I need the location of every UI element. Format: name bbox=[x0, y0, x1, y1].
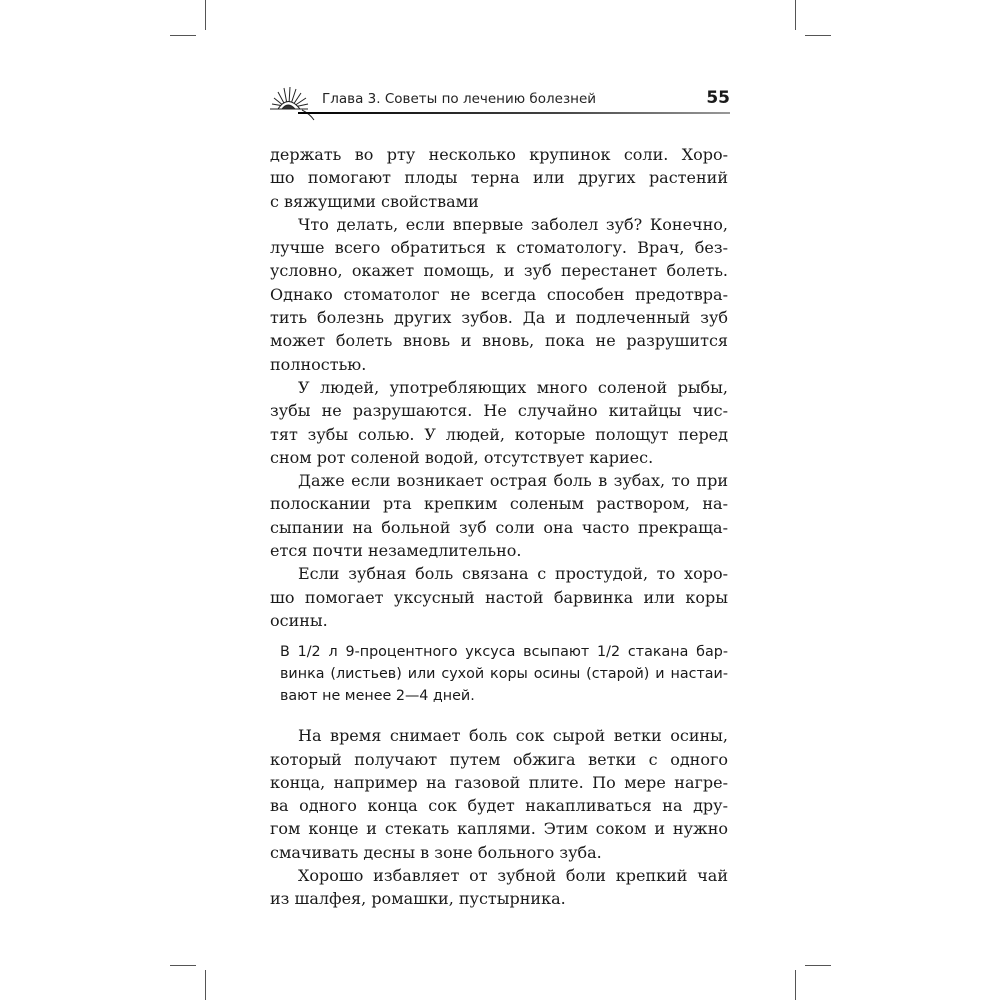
running-header bbox=[268, 82, 730, 122]
text-line: Если зубная боль связана с простудой, то хоро- bbox=[298, 564, 728, 584]
text-line: сыпании на больной зуб соли она часто прекраща- bbox=[270, 517, 728, 537]
text-line: полоскании рта крепким соленым раствором, на- bbox=[270, 494, 728, 514]
text-line: винка (листьев) или сухой коры осины (старой) и настаи- bbox=[280, 666, 728, 683]
text-line: гом конце и стекать каплями. Этим соком и нужно bbox=[270, 819, 728, 839]
text-line: Что делать, если впервые заболел зуб? Конечно, bbox=[298, 214, 728, 234]
text-line: с вяжущими свойствами bbox=[270, 191, 479, 211]
text-line: конца, например на газовой плите. По мере нагре- bbox=[270, 772, 728, 792]
text-line: держать во рту несколько крупинок соли. Хоро- bbox=[270, 145, 728, 164]
crop-mark bbox=[805, 35, 831, 36]
text-line: зубы не разрушаются. Не случайно китайцы чис- bbox=[270, 401, 728, 421]
text-line: может болеть вновь и вновь, пока не разрушится bbox=[270, 331, 728, 351]
text-line: сном рот соленой водой, отсутствует кариес. bbox=[270, 447, 654, 467]
text-line: На время снимает боль сок сырой ветки осины, bbox=[298, 726, 728, 746]
text-line: У людей, употребляющих много соленой рыбы, bbox=[298, 377, 728, 397]
crop-mark bbox=[170, 35, 196, 36]
text-line: Однако стоматолог не всегда способен предотвра- bbox=[270, 284, 728, 304]
paragraph bbox=[270, 469, 728, 562]
text-line: В 1/2 л 9-процентного уксуса всыпают 1/2 стакана бар- bbox=[280, 644, 728, 661]
text-line: тят зубы солью. У людей, которые полощут перед bbox=[270, 424, 728, 444]
paragraph bbox=[270, 376, 728, 469]
header-rule bbox=[298, 112, 730, 114]
text-line: Хорошо избавляет от зубной боли крепкий чай bbox=[298, 866, 728, 886]
text-line: лучше всего обратиться к стоматологу. Врач, без- bbox=[270, 238, 728, 258]
crop-mark bbox=[795, 970, 796, 1000]
flower-icon bbox=[268, 82, 318, 122]
crop-mark bbox=[205, 0, 206, 30]
text-line: тить болезнь других зубов. Да и подлеченный зуб bbox=[270, 308, 728, 328]
paragraph bbox=[270, 724, 728, 864]
text-line: Даже если возникает острая боль в зубах, то при bbox=[298, 471, 728, 491]
text-line: условно, окажет помощь, и зуб перестанет болеть. bbox=[270, 261, 728, 281]
crop-mark bbox=[805, 965, 831, 966]
text-line: шо помогают плоды терна или других растений bbox=[270, 168, 728, 188]
text-line: ется почти незамедлительно. bbox=[270, 541, 522, 561]
crop-mark bbox=[795, 0, 796, 30]
paragraph bbox=[270, 562, 728, 632]
text-line: который получают путем обжига ветки с одного bbox=[270, 749, 728, 769]
paragraph bbox=[270, 864, 728, 911]
page-number: 55 bbox=[706, 88, 730, 108]
text-line: осины. bbox=[270, 610, 328, 630]
text-line: смачивать десны в зоне больного зуба. bbox=[270, 842, 602, 862]
chapter-title: Глава 3. Советы по лечению болезней bbox=[322, 91, 597, 107]
page-body bbox=[270, 143, 728, 911]
text-line: полностью. bbox=[270, 354, 367, 374]
paragraph bbox=[270, 213, 728, 376]
paragraph bbox=[270, 143, 728, 213]
recipe-note bbox=[280, 641, 728, 707]
text-line: шо помогает уксусный настой барвинка или коры bbox=[270, 587, 728, 607]
crop-mark bbox=[205, 970, 206, 1000]
text-line: вают не менее 2—4 дней. bbox=[280, 688, 475, 705]
text-line: ва одного конца сок будет накапливаться на дру- bbox=[270, 796, 728, 816]
crop-mark bbox=[170, 965, 196, 966]
text-line: из шалфея, ромашки, пустырника. bbox=[270, 889, 566, 909]
